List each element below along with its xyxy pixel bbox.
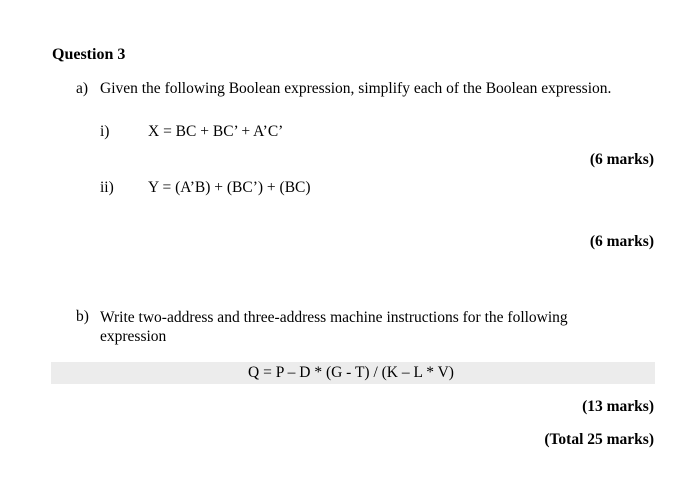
item-i-label: i) [100, 123, 110, 140]
item-i-marks: (6 marks) [589, 151, 654, 168]
part-b-marks: (13 marks) [582, 398, 654, 415]
item-ii-marks: (6 marks) [589, 233, 654, 250]
item-i-expression: X = BC + BC’ + A’C’ [148, 123, 284, 140]
item-ii-label: ii) [100, 179, 114, 196]
total-marks: (Total 25 marks) [544, 431, 654, 448]
question-title: Question 3 [52, 46, 126, 63]
item-ii-expression: Y = (A’B) + (BC’) + (BC) [148, 179, 311, 196]
part-b-expression: Q = P – D * (G - T) / (K – L * V) [248, 364, 454, 381]
part-a-label: a) [76, 80, 89, 97]
part-b-label: b) [76, 308, 89, 325]
part-a-instruction: Given the following Boolean expression, simplify each of the Boolean expression. [100, 80, 612, 97]
part-b-instruction: Write two-address and three-address machine instructions for the following expression [100, 309, 568, 345]
expression-highlight-band [51, 362, 655, 384]
